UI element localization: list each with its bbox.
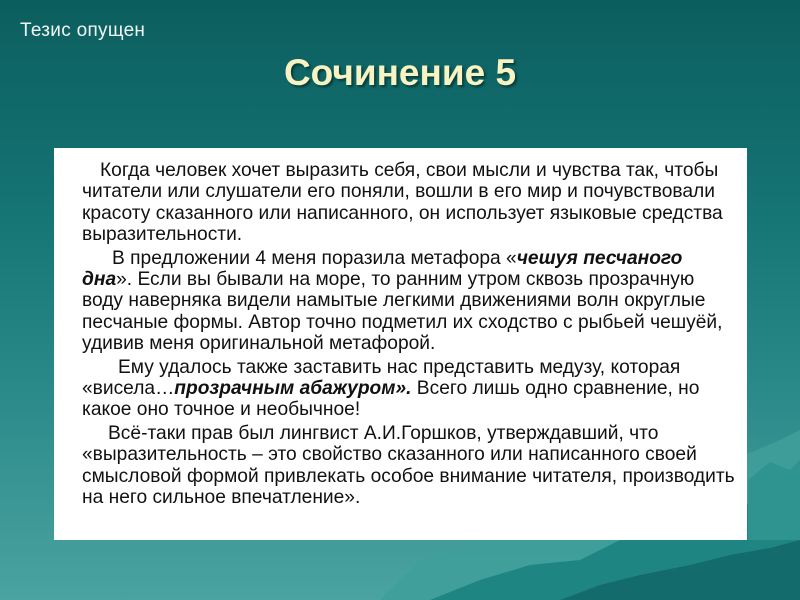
essay-paragraph-2	[82, 248, 735, 355]
essay-paragraph-2-end: ». Если вы бывали на море, то ранним утром сквозь прозрачную воду наверняка видели намытые легкими движениями волн округлые песчаные формы. Автор точно подметил их сходство с рыбьей чешуёй, удивив меня оригинальной метафорой.	[82, 269, 723, 355]
slide-title: Сочинение 5	[283, 52, 517, 93]
essay-paragraph-3-end: Всего лишь одно сравнение, но какое оно точное и необычное!	[82, 378, 700, 421]
essay-paragraph-1	[82, 160, 735, 246]
essay-paragraph-4-text: Всё-таки прав был лингвист А.И.Горшков, утверждавший, что «выразительность – это свойство сказанного или написанного своей смысловой формой привлекать особое внимание читателя, производить на него сильное впечатление».	[82, 422, 735, 509]
essay-paragraph-1-text: Когда человек хочет выразить себя, свои мысли и чувства так, чтобы читатели или слушатели его поняли, вошли в его мир и почувствовали красоту сказанного или написанного, он использует языковые средства выразительности.	[82, 160, 723, 246]
comparison-quote: прозрачным абажуром».	[174, 378, 412, 400]
essay-paragraph-4	[82, 423, 735, 509]
essay-paragraph-3-start: Ему удалось также заставить нас представить медузу, которая «висела…	[82, 356, 681, 400]
thesis-omitted-label: Тезис опущен	[20, 20, 146, 41]
essay-paragraph-2-start: В предложении 4 меня поразила метафора «	[112, 247, 517, 269]
essay-paragraph-3	[82, 357, 735, 421]
metaphor-quote: чешуя песчаного дна	[82, 247, 683, 291]
essay-text-box	[54, 148, 747, 540]
